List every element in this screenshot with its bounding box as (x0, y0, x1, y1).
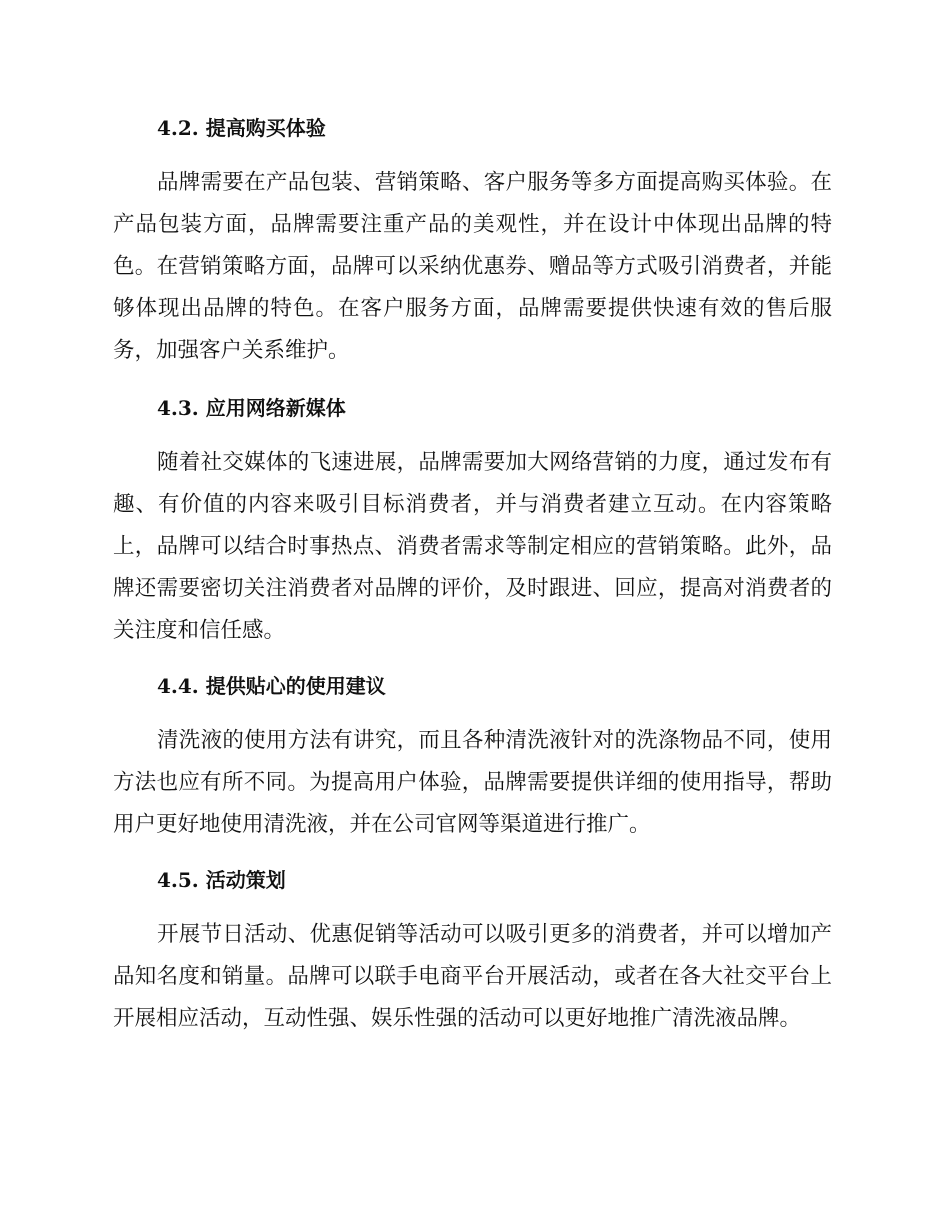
section-heading-4-2: 4.2. 提高购买体验 (157, 116, 326, 140)
section-paragraph-4-4: 清洗液的使用方法有讲究，而且各种清洗液针对的洗涤物品不同，使用方法也应有所不同。为提高用户体验，品牌需要提供详细的使用指导，帮助用户更好地使用清洗液，并在公司官网等渠道进行推广。 (113, 728, 832, 837)
section-paragraph-4-2: 品牌需要在产品包装、营销策略、客户服务等多方面提高购买体验。在产品包装方面，品牌需要注重产品的美观性，并在设计中体现出品牌的特色。在营销策略方面，品牌可以采纳优惠券、赠品等方式吸引消费者，并能够体现出品牌的特色。在客户服务方面，品牌需要提供快速有效的售后服务，加强客户关系维护。 (113, 170, 832, 363)
section-heading-4-5: 4.5. 活动策划 (157, 868, 286, 892)
section-paragraph-4-3: 随着社交媒体的飞速进展，品牌需要加大网络营销的力度，通过发布有趣、有价值的内容来吸引目标消费者，并与消费者建立互动。在内容策略上，品牌可以结合时事热点、消费者需求等制定相应的营销策略。此外，品牌还需要密切关注消费者对品牌的评价，及时跟进、回应，提高对消费者的关注度和信任感。 (113, 450, 832, 643)
section-heading-4-3: 4.3. 应用网络新媒体 (157, 396, 346, 420)
section-heading-4-4: 4.4. 提供贴心的使用建议 (157, 674, 386, 698)
section-paragraph-4-5: 开展节日活动、优惠促销等活动可以吸引更多的消费者，并可以增加产品知名度和销量。品牌可以联手电商平台开展活动，或者在各大社交平台上开展相应活动，互动性强、娱乐性强的活动可以更好地推广清洗液品牌。 (113, 922, 832, 1031)
